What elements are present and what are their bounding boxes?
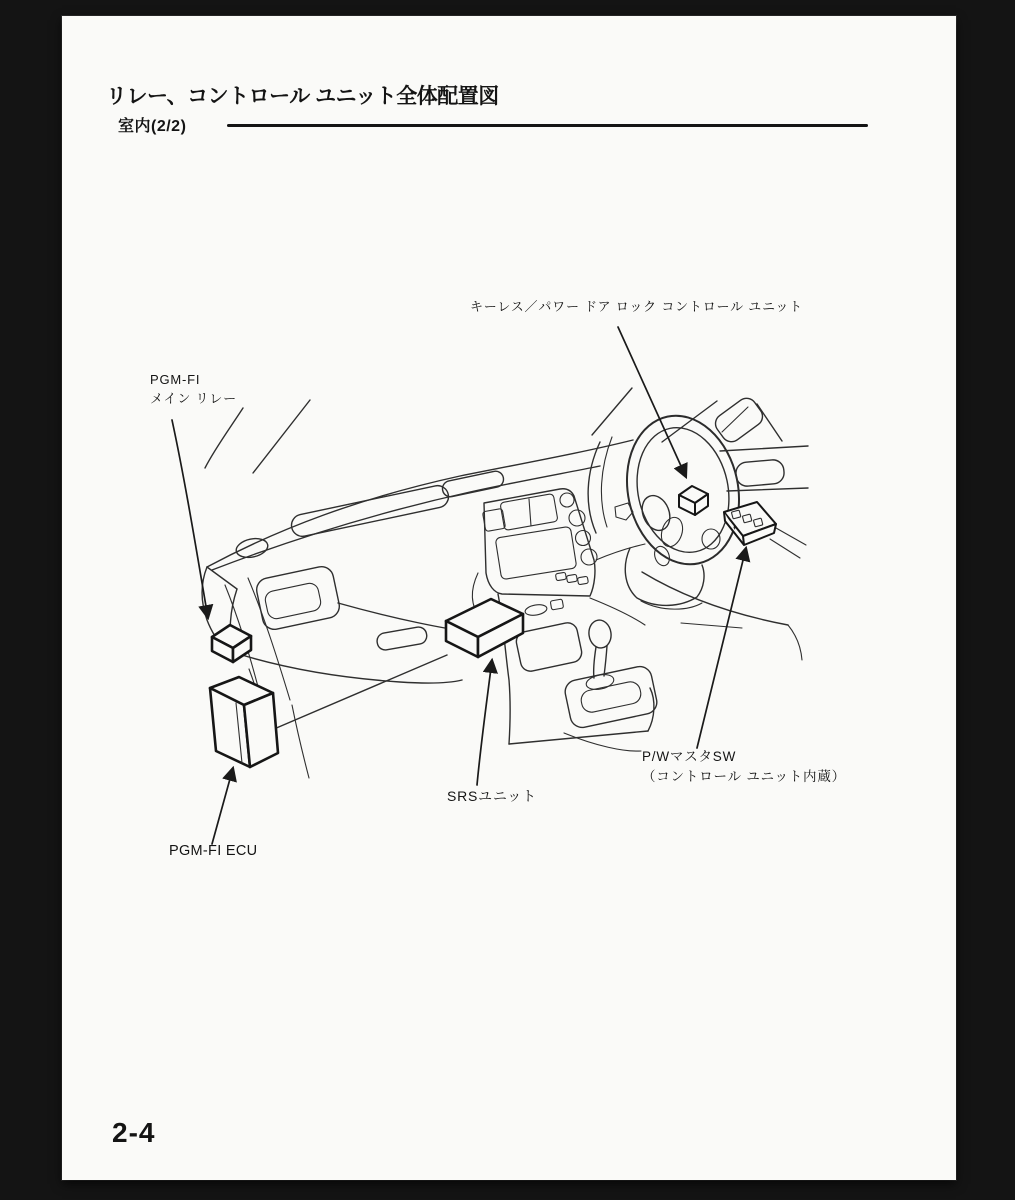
page-number: 2-4: [112, 1117, 156, 1148]
keyless-unit-label: キーレス／パワー ドア ロック コントロール ユニット: [470, 299, 803, 314]
section-label: 室内(2/2): [118, 118, 187, 135]
pgm-fi-ecu-label: PGM-FI ECU: [169, 843, 258, 859]
srs-unit-label: SRSユニット: [447, 788, 537, 804]
pw-master-switch-label-line2: （コントロール ユニット内蔵）: [642, 769, 846, 784]
pw-master-switch-label: [642, 747, 846, 787]
pw-master-switch-label-line1: P/WマスタSW: [642, 749, 737, 764]
pgm-fi-relay-label: [150, 370, 237, 408]
page-title: リレー、コントロール ユニット全体配置図: [106, 85, 499, 108]
manual-page: [62, 16, 956, 1180]
pgm-fi-relay-label-line1: PGM-FI: [150, 372, 201, 387]
pgm-fi-relay-label-line2: メイン リレー: [150, 391, 237, 406]
section-rule: [227, 124, 868, 127]
